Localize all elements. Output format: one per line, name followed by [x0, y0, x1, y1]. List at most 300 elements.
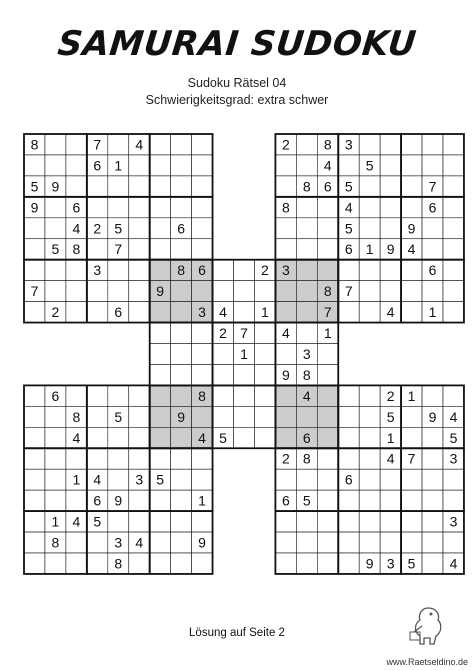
- sudoku-cell[interactable]: [317, 385, 338, 406]
- sudoku-cell[interactable]: [150, 302, 171, 323]
- sudoku-cell[interactable]: [317, 344, 338, 365]
- given-digit: 7: [407, 450, 416, 467]
- sudoku-cell[interactable]: [129, 490, 150, 511]
- sudoku-cell[interactable]: [317, 490, 338, 511]
- sudoku-cell[interactable]: [422, 218, 443, 239]
- sudoku-cell[interactable]: [401, 134, 422, 155]
- sudoku-cell[interactable]: [254, 364, 275, 385]
- sudoku-cell[interactable]: [275, 176, 296, 197]
- sudoku-cell[interactable]: [66, 490, 87, 511]
- sudoku-cell[interactable]: [275, 218, 296, 239]
- sudoku-cell[interactable]: [150, 553, 171, 574]
- sudoku-cell[interactable]: [192, 281, 213, 302]
- sudoku-cell[interactable]: [87, 176, 108, 197]
- sudoku-cell[interactable]: [338, 553, 359, 574]
- given-digit: 9: [365, 555, 374, 572]
- sudoku-cell[interactable]: [45, 260, 66, 281]
- sudoku-cell[interactable]: [359, 134, 380, 155]
- sudoku-cell[interactable]: [108, 448, 129, 469]
- sudoku-cell[interactable]: [150, 532, 171, 553]
- sudoku-cell[interactable]: [192, 134, 213, 155]
- sudoku-cell[interactable]: [338, 511, 359, 532]
- sudoku-cell[interactable]: [254, 406, 275, 427]
- sudoku-cell[interactable]: [45, 448, 66, 469]
- sudoku-cell[interactable]: [275, 469, 296, 490]
- sudoku-cell[interactable]: [338, 155, 359, 176]
- sudoku-cell[interactable]: [24, 302, 45, 323]
- sudoku-cell[interactable]: [296, 197, 317, 218]
- sudoku-cell[interactable]: [24, 553, 45, 574]
- sudoku-cell[interactable]: [338, 406, 359, 427]
- sudoku-cell[interactable]: [275, 302, 296, 323]
- sudoku-cell[interactable]: [359, 406, 380, 427]
- sudoku-cell[interactable]: [380, 134, 401, 155]
- given-digit: 8: [323, 136, 332, 153]
- sudoku-cell[interactable]: [338, 427, 359, 448]
- sudoku-cell[interactable]: [87, 385, 108, 406]
- sudoku-cell[interactable]: [171, 490, 192, 511]
- sudoku-cell[interactable]: [87, 427, 108, 448]
- sudoku-cell[interactable]: [401, 281, 422, 302]
- given-digit: 8: [177, 262, 186, 279]
- sudoku-cell[interactable]: [150, 197, 171, 218]
- given-digit: 3: [386, 555, 395, 572]
- sudoku-cell[interactable]: [338, 448, 359, 469]
- given-digit: 6: [428, 262, 437, 279]
- sudoku-cell[interactable]: [45, 490, 66, 511]
- sudoku-cell[interactable]: [213, 260, 234, 281]
- sudoku-cell[interactable]: [359, 260, 380, 281]
- sudoku-cell[interactable]: [422, 155, 443, 176]
- sudoku-cell[interactable]: [192, 323, 213, 344]
- sudoku-cell[interactable]: [108, 469, 129, 490]
- sudoku-cell[interactable]: [296, 218, 317, 239]
- sudoku-cell[interactable]: [24, 385, 45, 406]
- sudoku-cell[interactable]: [24, 469, 45, 490]
- sudoku-cell[interactable]: [443, 281, 464, 302]
- sudoku-cell[interactable]: [422, 511, 443, 532]
- given-digit: 5: [449, 429, 458, 446]
- sudoku-cell[interactable]: [443, 490, 464, 511]
- sudoku-cell[interactable]: [296, 239, 317, 260]
- sudoku-cell[interactable]: [359, 281, 380, 302]
- sudoku-cell[interactable]: [45, 281, 66, 302]
- given-digit: 8: [72, 241, 81, 258]
- sudoku-cell[interactable]: [24, 490, 45, 511]
- sudoku-cell[interactable]: [422, 427, 443, 448]
- sudoku-cell[interactable]: [171, 302, 192, 323]
- given-digit: 6: [177, 220, 186, 237]
- sudoku-cell[interactable]: [87, 406, 108, 427]
- sudoku-cell[interactable]: [317, 406, 338, 427]
- sudoku-cell[interactable]: [401, 155, 422, 176]
- sudoku-cell[interactable]: [66, 281, 87, 302]
- sudoku-cell[interactable]: [192, 364, 213, 385]
- given-digit: 1: [261, 304, 269, 321]
- sudoku-cell[interactable]: [45, 197, 66, 218]
- sudoku-cell[interactable]: [213, 406, 234, 427]
- sudoku-cell[interactable]: [422, 134, 443, 155]
- sudoku-cell[interactable]: [171, 281, 192, 302]
- sudoku-cell[interactable]: [192, 155, 213, 176]
- sudoku-cell[interactable]: [443, 469, 464, 490]
- sudoku-cell[interactable]: [192, 239, 213, 260]
- given-digit: 1: [386, 429, 395, 446]
- sudoku-cell[interactable]: [443, 218, 464, 239]
- sudoku-cell[interactable]: [150, 218, 171, 239]
- given-digit: 6: [72, 199, 81, 216]
- sudoku-cell[interactable]: [171, 344, 192, 365]
- sudoku-cell[interactable]: [87, 532, 108, 553]
- sudoku-cell[interactable]: [213, 385, 234, 406]
- given-digit: 7: [30, 283, 39, 300]
- sudoku-cell[interactable]: [24, 155, 45, 176]
- sudoku-cell[interactable]: [401, 302, 422, 323]
- sudoku-cell[interactable]: [45, 218, 66, 239]
- sudoku-cell[interactable]: [66, 134, 87, 155]
- sudoku-cell[interactable]: [338, 490, 359, 511]
- sudoku-cell[interactable]: [317, 260, 338, 281]
- sudoku-cell[interactable]: [24, 239, 45, 260]
- sudoku-cell[interactable]: [422, 281, 443, 302]
- sudoku-cell[interactable]: [150, 511, 171, 532]
- sudoku-cell[interactable]: [150, 448, 171, 469]
- sudoku-cell[interactable]: [359, 197, 380, 218]
- sudoku-cell[interactable]: [150, 406, 171, 427]
- given-digit: 1: [323, 325, 332, 342]
- sudoku-cell[interactable]: [359, 490, 380, 511]
- sudoku-cell[interactable]: [401, 427, 422, 448]
- sudoku-cell[interactable]: [171, 448, 192, 469]
- sudoku-cell[interactable]: [359, 176, 380, 197]
- sudoku-cell[interactable]: [401, 490, 422, 511]
- sudoku-cell[interactable]: [443, 260, 464, 281]
- sudoku-cell[interactable]: [66, 176, 87, 197]
- given-digit: 9: [51, 178, 60, 195]
- sudoku-cell[interactable]: [296, 532, 317, 553]
- sudoku-cell[interactable]: [317, 553, 338, 574]
- sudoku-cell[interactable]: [422, 532, 443, 553]
- sudoku-cell[interactable]: [171, 176, 192, 197]
- sudoku-cell[interactable]: [296, 469, 317, 490]
- sudoku-cell[interactable]: [66, 532, 87, 553]
- given-digit: 5: [407, 555, 416, 572]
- sudoku-cell[interactable]: [296, 260, 317, 281]
- sudoku-cell[interactable]: [87, 302, 108, 323]
- sudoku-cell[interactable]: [443, 385, 464, 406]
- sudoku-cell[interactable]: [171, 511, 192, 532]
- sudoku-cell[interactable]: [171, 553, 192, 574]
- sudoku-cell[interactable]: [171, 155, 192, 176]
- given-digit: 6: [281, 492, 290, 509]
- sudoku-cell[interactable]: [150, 260, 171, 281]
- sudoku-cell[interactable]: [443, 155, 464, 176]
- sudoku-cell[interactable]: [129, 218, 150, 239]
- sudoku-cell[interactable]: [359, 469, 380, 490]
- sudoku-cell[interactable]: [254, 427, 275, 448]
- sudoku-cell[interactable]: [317, 197, 338, 218]
- sudoku-cell[interactable]: [275, 427, 296, 448]
- sudoku-cell[interactable]: [108, 281, 129, 302]
- sudoku-cell[interactable]: [338, 385, 359, 406]
- sudoku-cell[interactable]: [108, 176, 129, 197]
- given-digit: 2: [219, 325, 227, 342]
- sudoku-cell[interactable]: [275, 532, 296, 553]
- sudoku-cell[interactable]: [422, 553, 443, 574]
- sudoku-cell[interactable]: [296, 281, 317, 302]
- sudoku-cell[interactable]: [422, 448, 443, 469]
- sudoku-cell[interactable]: [192, 197, 213, 218]
- sudoku-cell[interactable]: [129, 260, 150, 281]
- sudoku-cell[interactable]: [275, 155, 296, 176]
- given-digit: 5: [114, 220, 123, 237]
- sudoku-cell[interactable]: [359, 448, 380, 469]
- sudoku-cell[interactable]: [192, 176, 213, 197]
- sudoku-cell[interactable]: [317, 469, 338, 490]
- sudoku-cell[interactable]: [443, 176, 464, 197]
- sudoku-cell[interactable]: [171, 323, 192, 344]
- sudoku-cell[interactable]: [254, 323, 275, 344]
- sudoku-cell[interactable]: [45, 406, 66, 427]
- sudoku-cell[interactable]: [24, 448, 45, 469]
- sudoku-cell[interactable]: [317, 427, 338, 448]
- sudoku-cell[interactable]: [275, 553, 296, 574]
- sudoku-cell[interactable]: [443, 532, 464, 553]
- sudoku-cell[interactable]: [129, 155, 150, 176]
- sudoku-cell[interactable]: [171, 134, 192, 155]
- sudoku-cell[interactable]: [401, 406, 422, 427]
- sudoku-cell[interactable]: [45, 134, 66, 155]
- sudoku-cell[interactable]: [150, 490, 171, 511]
- sudoku-cell[interactable]: [380, 218, 401, 239]
- sudoku-cell[interactable]: [171, 197, 192, 218]
- given-digit: 8: [302, 450, 311, 467]
- sudoku-cell[interactable]: [275, 511, 296, 532]
- sudoku-cell[interactable]: [443, 302, 464, 323]
- sudoku-cell[interactable]: [66, 448, 87, 469]
- given-digit: 4: [323, 157, 332, 174]
- sudoku-cell[interactable]: [108, 197, 129, 218]
- sudoku-cell[interactable]: [401, 260, 422, 281]
- given-digit: 1: [72, 471, 81, 488]
- sudoku-cell[interactable]: [234, 427, 255, 448]
- sudoku-cell[interactable]: [443, 197, 464, 218]
- sudoku-cell[interactable]: [87, 448, 108, 469]
- given-digit: 1: [51, 513, 60, 530]
- sudoku-cell[interactable]: [192, 406, 213, 427]
- sudoku-cell[interactable]: [401, 197, 422, 218]
- sudoku-cell[interactable]: [171, 239, 192, 260]
- sudoku-cell[interactable]: [66, 155, 87, 176]
- sudoku-cell[interactable]: [380, 260, 401, 281]
- sudoku-cell[interactable]: [129, 302, 150, 323]
- sudoku-cell[interactable]: [234, 281, 255, 302]
- sudoku-cell[interactable]: [296, 134, 317, 155]
- sudoku-cell[interactable]: [296, 553, 317, 574]
- sudoku-cell[interactable]: [150, 344, 171, 365]
- given-digit: 7: [93, 136, 102, 153]
- sudoku-cell[interactable]: [213, 344, 234, 365]
- sudoku-cell[interactable]: [192, 469, 213, 490]
- sudoku-cell[interactable]: [108, 385, 129, 406]
- sudoku-cell[interactable]: [108, 427, 129, 448]
- sudoku-cell[interactable]: [338, 260, 359, 281]
- sudoku-cell[interactable]: [150, 323, 171, 344]
- sudoku-cell[interactable]: [422, 490, 443, 511]
- sudoku-cell[interactable]: [192, 218, 213, 239]
- sudoku-cell[interactable]: [380, 281, 401, 302]
- given-digit: 1: [114, 157, 123, 174]
- sudoku-cell[interactable]: [275, 281, 296, 302]
- sudoku-cell[interactable]: [254, 344, 275, 365]
- given-digit: 4: [93, 471, 102, 488]
- sudoku-cell[interactable]: [213, 281, 234, 302]
- website-link[interactable]: www.Raetseldino.de: [386, 657, 468, 667]
- sudoku-cell[interactable]: [401, 511, 422, 532]
- solution-hint: Lösung auf Seite 2: [189, 627, 285, 639]
- sudoku-cell[interactable]: [359, 385, 380, 406]
- sudoku-cell[interactable]: [234, 385, 255, 406]
- sudoku-cell[interactable]: [422, 385, 443, 406]
- sudoku-cell[interactable]: [234, 364, 255, 385]
- sudoku-cell[interactable]: [317, 448, 338, 469]
- sudoku-cell[interactable]: [422, 469, 443, 490]
- sudoku-cell[interactable]: [422, 239, 443, 260]
- sudoku-cell[interactable]: [45, 469, 66, 490]
- sudoku-cell[interactable]: [171, 427, 192, 448]
- sudoku-cell[interactable]: [296, 323, 317, 344]
- sudoku-cell[interactable]: [171, 385, 192, 406]
- given-digit: 4: [407, 241, 416, 258]
- sudoku-cell[interactable]: [380, 532, 401, 553]
- sudoku-cell[interactable]: [24, 532, 45, 553]
- sudoku-cell[interactable]: [296, 406, 317, 427]
- sudoku-cell[interactable]: [129, 511, 150, 532]
- given-digit: 2: [386, 387, 395, 404]
- sudoku-cell[interactable]: [87, 281, 108, 302]
- sudoku-cell[interactable]: [317, 218, 338, 239]
- given-digit: 9: [198, 534, 206, 551]
- sudoku-cell[interactable]: [150, 155, 171, 176]
- sudoku-cell[interactable]: [380, 176, 401, 197]
- sudoku-cell[interactable]: [213, 364, 234, 385]
- sudoku-cell[interactable]: [87, 197, 108, 218]
- sudoku-cell[interactable]: [129, 427, 150, 448]
- sudoku-cell[interactable]: [66, 260, 87, 281]
- sudoku-cell[interactable]: [338, 302, 359, 323]
- sudoku-cell[interactable]: [234, 302, 255, 323]
- sudoku-cell[interactable]: [150, 427, 171, 448]
- given-digit: 3: [93, 262, 102, 279]
- sudoku-cell[interactable]: [401, 532, 422, 553]
- sudoku-cell[interactable]: [192, 553, 213, 574]
- sudoku-cell[interactable]: [129, 239, 150, 260]
- sudoku-cell[interactable]: [150, 176, 171, 197]
- sudoku-cell[interactable]: [129, 406, 150, 427]
- sudoku-cell[interactable]: [380, 511, 401, 532]
- sudoku-cell[interactable]: [192, 448, 213, 469]
- given-digit: 5: [93, 513, 102, 530]
- sudoku-cell[interactable]: [359, 511, 380, 532]
- sudoku-cell[interactable]: [401, 469, 422, 490]
- sudoku-cell[interactable]: [296, 155, 317, 176]
- sudoku-cell[interactable]: [275, 385, 296, 406]
- sudoku-cell[interactable]: [234, 406, 255, 427]
- sudoku-cell[interactable]: [171, 532, 192, 553]
- sudoku-cell[interactable]: [275, 239, 296, 260]
- sudoku-cell[interactable]: [401, 176, 422, 197]
- sudoku-cell[interactable]: [150, 239, 171, 260]
- sudoku-cell[interactable]: [192, 344, 213, 365]
- sudoku-cell[interactable]: [45, 553, 66, 574]
- sudoku-cell[interactable]: [66, 385, 87, 406]
- sudoku-cell[interactable]: [66, 302, 87, 323]
- sudoku-cell[interactable]: [359, 302, 380, 323]
- given-digit: 4: [135, 136, 144, 153]
- sudoku-cell[interactable]: [359, 532, 380, 553]
- sudoku-cell[interactable]: [359, 427, 380, 448]
- sudoku-cell[interactable]: [87, 239, 108, 260]
- sudoku-cell[interactable]: [150, 385, 171, 406]
- sudoku-cell[interactable]: [129, 176, 150, 197]
- sudoku-cell[interactable]: [129, 553, 150, 574]
- sudoku-cell[interactable]: [296, 302, 317, 323]
- given-digit: 7: [240, 325, 248, 342]
- sudoku-cell[interactable]: [317, 239, 338, 260]
- sudoku-cell[interactable]: [108, 260, 129, 281]
- sudoku-cell[interactable]: [129, 197, 150, 218]
- sudoku-cell[interactable]: [171, 364, 192, 385]
- sudoku-cell[interactable]: [443, 239, 464, 260]
- sudoku-cell[interactable]: [129, 281, 150, 302]
- sudoku-cell[interactable]: [24, 406, 45, 427]
- sudoku-cell[interactable]: [359, 218, 380, 239]
- sudoku-cell[interactable]: [380, 155, 401, 176]
- sudoku-cell[interactable]: [317, 364, 338, 385]
- sudoku-cell[interactable]: [150, 364, 171, 385]
- given-digit: 5: [51, 241, 60, 258]
- sudoku-cell[interactable]: [45, 155, 66, 176]
- sudoku-cell[interactable]: [254, 385, 275, 406]
- sudoku-cell[interactable]: [129, 448, 150, 469]
- sudoku-cell[interactable]: [24, 218, 45, 239]
- sudoku-cell[interactable]: [24, 427, 45, 448]
- sudoku-cell[interactable]: [24, 260, 45, 281]
- sudoku-cell[interactable]: [108, 134, 129, 155]
- sudoku-cell[interactable]: [380, 490, 401, 511]
- sudoku-cell[interactable]: [296, 511, 317, 532]
- sudoku-cell[interactable]: [317, 532, 338, 553]
- sudoku-cell[interactable]: [129, 385, 150, 406]
- sudoku-cell[interactable]: [234, 260, 255, 281]
- sudoku-cell[interactable]: [275, 344, 296, 365]
- sudoku-cell[interactable]: [380, 469, 401, 490]
- sudoku-cell[interactable]: [317, 511, 338, 532]
- sudoku-cell[interactable]: [108, 511, 129, 532]
- sudoku-cell[interactable]: [254, 281, 275, 302]
- sudoku-cell[interactable]: [338, 532, 359, 553]
- sudoku-cell[interactable]: [192, 511, 213, 532]
- sudoku-cell[interactable]: [45, 427, 66, 448]
- sudoku-cell[interactable]: [443, 134, 464, 155]
- sudoku-cell[interactable]: [24, 511, 45, 532]
- sudoku-cell[interactable]: [171, 469, 192, 490]
- sudoku-cell[interactable]: [150, 134, 171, 155]
- sudoku-cell[interactable]: [275, 406, 296, 427]
- sudoku-cell[interactable]: [87, 553, 108, 574]
- sudoku-cell[interactable]: [66, 553, 87, 574]
- sudoku-cell[interactable]: [380, 197, 401, 218]
